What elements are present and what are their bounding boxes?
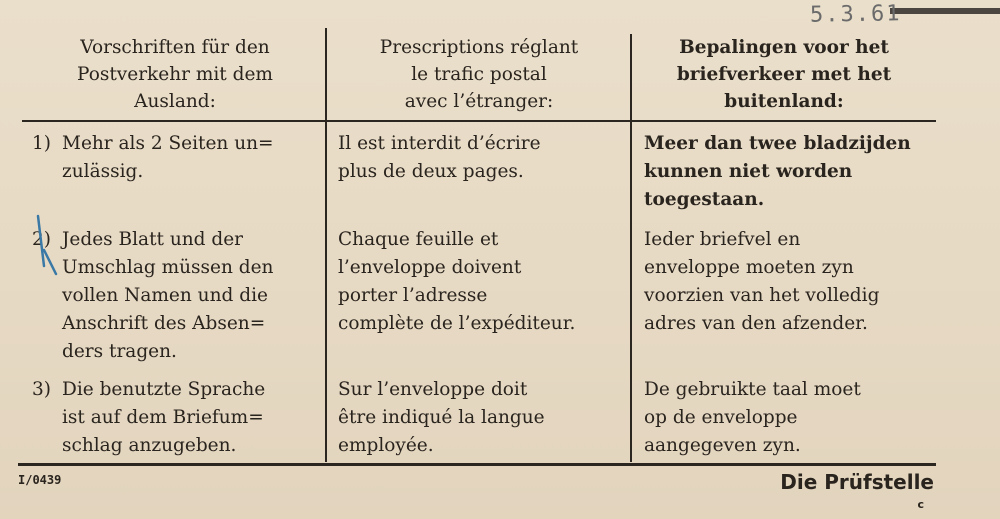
header-french: Prescriptions réglant le trafic postal avec l’étranger: (379, 37, 579, 112)
signature-office: Die Prüfstelle (780, 470, 934, 494)
form-code: I/0439 (18, 473, 62, 487)
row-1-dutch: Meer dan twee bladzijden kunnen niet worden toegestaan. (644, 133, 911, 210)
column-divider-2 (630, 34, 632, 462)
header-german: Vorschriften für den Postverkehr mit dem Ausland: (77, 37, 273, 112)
row-2-dutch: Ieder briefvel en enveloppe moeten zyn voorzien van het volledig adres van den afzender. (644, 229, 880, 334)
row-1-french: Il est interdit d’écrire plus de deux pages. (338, 133, 541, 182)
top-edge-strip (890, 8, 1000, 14)
row-1-number: 1) (32, 133, 51, 154)
row-3-german: Die benutzte Sprache ist auf dem Briefum= schlag anzugeben. (62, 379, 266, 456)
bottom-rule (18, 463, 936, 466)
footer-mark: c (917, 498, 924, 511)
header-dutch: Bepalingen voor het briefverkeer met het buitenland: (676, 37, 892, 112)
header-rule (22, 120, 936, 122)
row-3-dutch: De gebruikte taal moet op de enveloppe aangegeven zyn. (644, 379, 861, 456)
row-2-french: Chaque feuille et l’enveloppe doivent porter l’adresse complète de l’expéditeur. (338, 229, 576, 334)
row-3-french: Sur l’enveloppe doit être indiqué la langue employée. (338, 379, 545, 456)
handwritten-date: 5.3.61 (809, 1, 902, 28)
column-divider-1 (325, 28, 327, 462)
blue-pencil-check-mark (30, 210, 60, 280)
row-2-number: 2) (32, 229, 51, 250)
row-3-number: 3) (32, 379, 51, 400)
row-2-german: Jedes Blatt und der Umschlag müssen den vollen Namen und die Anschrift des Absen= ders tragen. (62, 229, 274, 362)
row-1-german: Mehr als 2 Seiten un= zulässig. (62, 133, 274, 182)
